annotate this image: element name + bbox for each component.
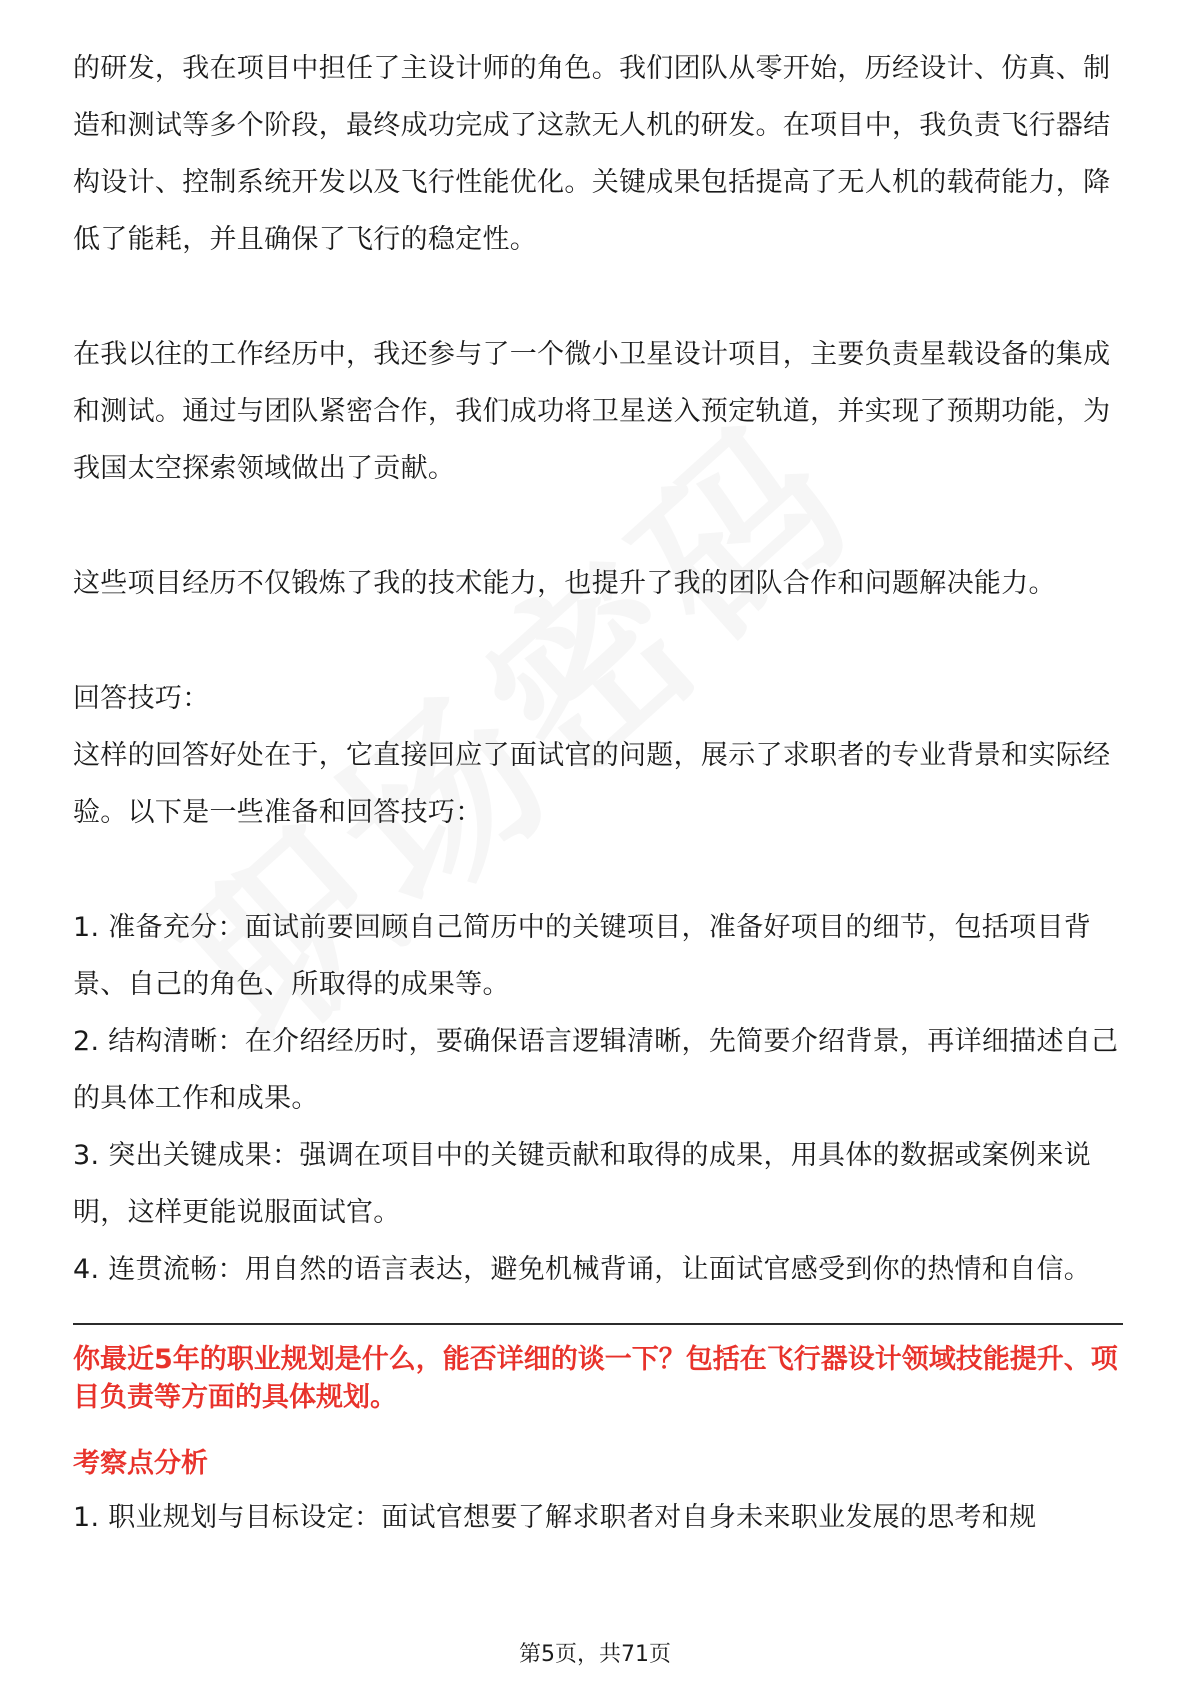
paragraph-project-experience: 的研发，我在项目中担任了主设计师的角色。我们团队从零开始，历经设计、仿真、制造和测试等多个阶段，最终成功完成了这款无人机的研发。在项目中，我负责飞行器结构设计、控制系统开发以及飞行性能优化。关键成果包括提高了无人机的载荷能力，降低了能耗，并且确保了飞行的稳定性。 bbox=[73, 53, 1111, 255]
tips-intro: 这样的回答好处在于，它直接回应了面试官的问题，展示了求职者的专业背景和实际经验。以下是一些准备和回答技巧： bbox=[73, 740, 1111, 828]
page-footer: 第5页，共71页 bbox=[519, 1642, 671, 1667]
tip-item-2: 2. 结构清晰：在介绍经历时，要确保语言逻辑清晰，先简要介绍背景，再详细描述自己的具体工作和成果。 bbox=[73, 1026, 1119, 1114]
tip-item-3: 3. 突出关键成果：强调在项目中的关键贡献和取得的成果，用具体的数据或案例来说明，这样更能说服面试官。 bbox=[73, 1140, 1092, 1228]
interview-question: 你最近5年的职业规划是什么，能否详细的谈一下？包括在飞行器设计领域技能提升、项目负责等方面的具体规划。 bbox=[73, 1344, 1118, 1413]
section-divider bbox=[73, 1323, 1123, 1325]
analysis-heading: 考察点分析 bbox=[73, 1448, 208, 1479]
analysis-item-1: 1. 职业规划与目标设定：面试官想要了解求职者对自身未来职业发展的思考和规 bbox=[73, 1502, 1037, 1533]
tip-item-4: 4. 连贯流畅：用自然的语言表达，避免机械背诵，让面试官感受到你的热情和自信。 bbox=[73, 1254, 1092, 1285]
tips-label: 回答技巧： bbox=[73, 683, 210, 714]
paragraph-summary: 这些项目经历不仅锻炼了我的技术能力，也提升了我的团队合作和问题解决能力。 bbox=[73, 568, 1056, 599]
document-body bbox=[73, 40, 1123, 1546]
tip-item-1: 1. 准备充分：面试前要回顾自己简历中的关键项目，准备好项目的细节，包括项目背景、自己的角色、所取得的成果等。 bbox=[73, 912, 1092, 1000]
paragraph-satellite-project: 在我以往的工作经历中，我还参与了一个微小卫星设计项目，主要负责星载设备的集成和测试。通过与团队紧密合作，我们成功将卫星送入预定轨道，并实现了预期功能，为我国太空探索领域做出了贡献。 bbox=[73, 339, 1111, 484]
